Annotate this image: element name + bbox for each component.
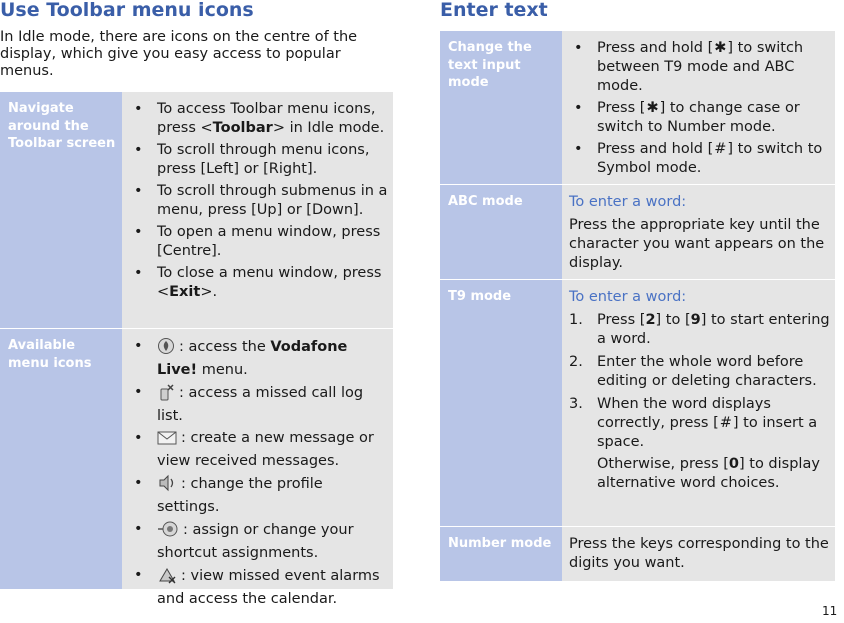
vodafone-live-icon [157, 337, 175, 361]
toolbar-intro: In Idle mode, there are icons on the centre of the display, which give you easy access to popular menus. [0, 29, 358, 79]
message-icon [157, 430, 177, 452]
hash-key-icon: # [719, 415, 732, 431]
list-item: • : view missed event alarms and access the calendar. [134, 567, 380, 607]
t9-mode-label: T9 mode [440, 280, 562, 526]
number-text: Press the keys corresponding to the digits you want. [569, 536, 829, 571]
t9-hint: To enter a word: [569, 289, 687, 305]
toolbar-table [0, 92, 393, 607]
number-mode-label: Number mode [440, 527, 562, 581]
abc-mode-label: ABC mode [440, 185, 562, 279]
left-column [0, 0, 393, 607]
star-key-icon: ✱ [646, 100, 659, 116]
right-column [440, 0, 835, 581]
list-item: • : access the Vodafone Live! menu. [134, 338, 348, 378]
speaker-icon [157, 474, 177, 498]
list-item: • : assign or change your shortcut assignments. [134, 521, 354, 561]
enter-text-title: Enter text [440, 0, 548, 21]
list-item: • To close a menu window, press <Exit>. [134, 265, 382, 300]
list-item: • : access a missed call log list. [134, 384, 364, 424]
navigate-content [122, 92, 393, 328]
list-item: 2. Enter the whole word before editing or deleting characters. [569, 354, 817, 389]
list-item: • Press and hold [#] to switch to Symbol mode. [574, 141, 823, 176]
abc-mode-content [562, 185, 835, 279]
icons-label: Available menu icons [0, 329, 122, 589]
icons-content [122, 329, 393, 607]
page-number: 11 [822, 604, 838, 618]
change-mode-content [562, 31, 835, 184]
list-item: • To access Toolbar menu icons, press <Toolbar> in Idle mode. [134, 101, 385, 136]
list-item: • To open a menu window, press [Centre]. [134, 224, 381, 259]
calendar-alarm-icon [157, 566, 177, 590]
abc-hint: To enter a word: [569, 194, 687, 210]
list-item: 3. When the word displays correctly, press [#] to insert a space. Otherwise, press [0] to display alternative word choices. [569, 396, 820, 491]
hash-key-icon: # [714, 141, 727, 157]
t9-mode-content [562, 280, 835, 526]
missed-call-icon [157, 383, 175, 407]
toolbar-section-title: Use Toolbar menu icons [0, 0, 254, 21]
navigate-label: Navigate around the Toolbar screen [0, 92, 122, 328]
shortcut-icon [157, 520, 179, 544]
list-item: • To scroll through submenus in a menu, press [Up] or [Down]. [134, 183, 388, 218]
abc-text: Press the appropriate key until the character you want appears on the display. [569, 217, 825, 271]
list-item: • : create a new message or view received messages. [134, 430, 374, 469]
list-item: • To scroll through menu icons, press [Left] or [Right]. [134, 142, 370, 177]
list-item: 1. Press [2] to [9] to start entering a word. [569, 312, 830, 347]
change-mode-label: Change the text input mode [440, 31, 562, 184]
star-key-icon: ✱ [714, 40, 727, 56]
enter-text-table [440, 31, 835, 581]
list-item: • : change the profile settings. [134, 475, 323, 515]
list-item: • Press [✱] to change case or switch to Number mode. [574, 100, 800, 135]
list-item: • Press and hold [✱] to switch between T9 mode and ABC mode. [574, 40, 804, 94]
number-mode-content [562, 527, 835, 581]
